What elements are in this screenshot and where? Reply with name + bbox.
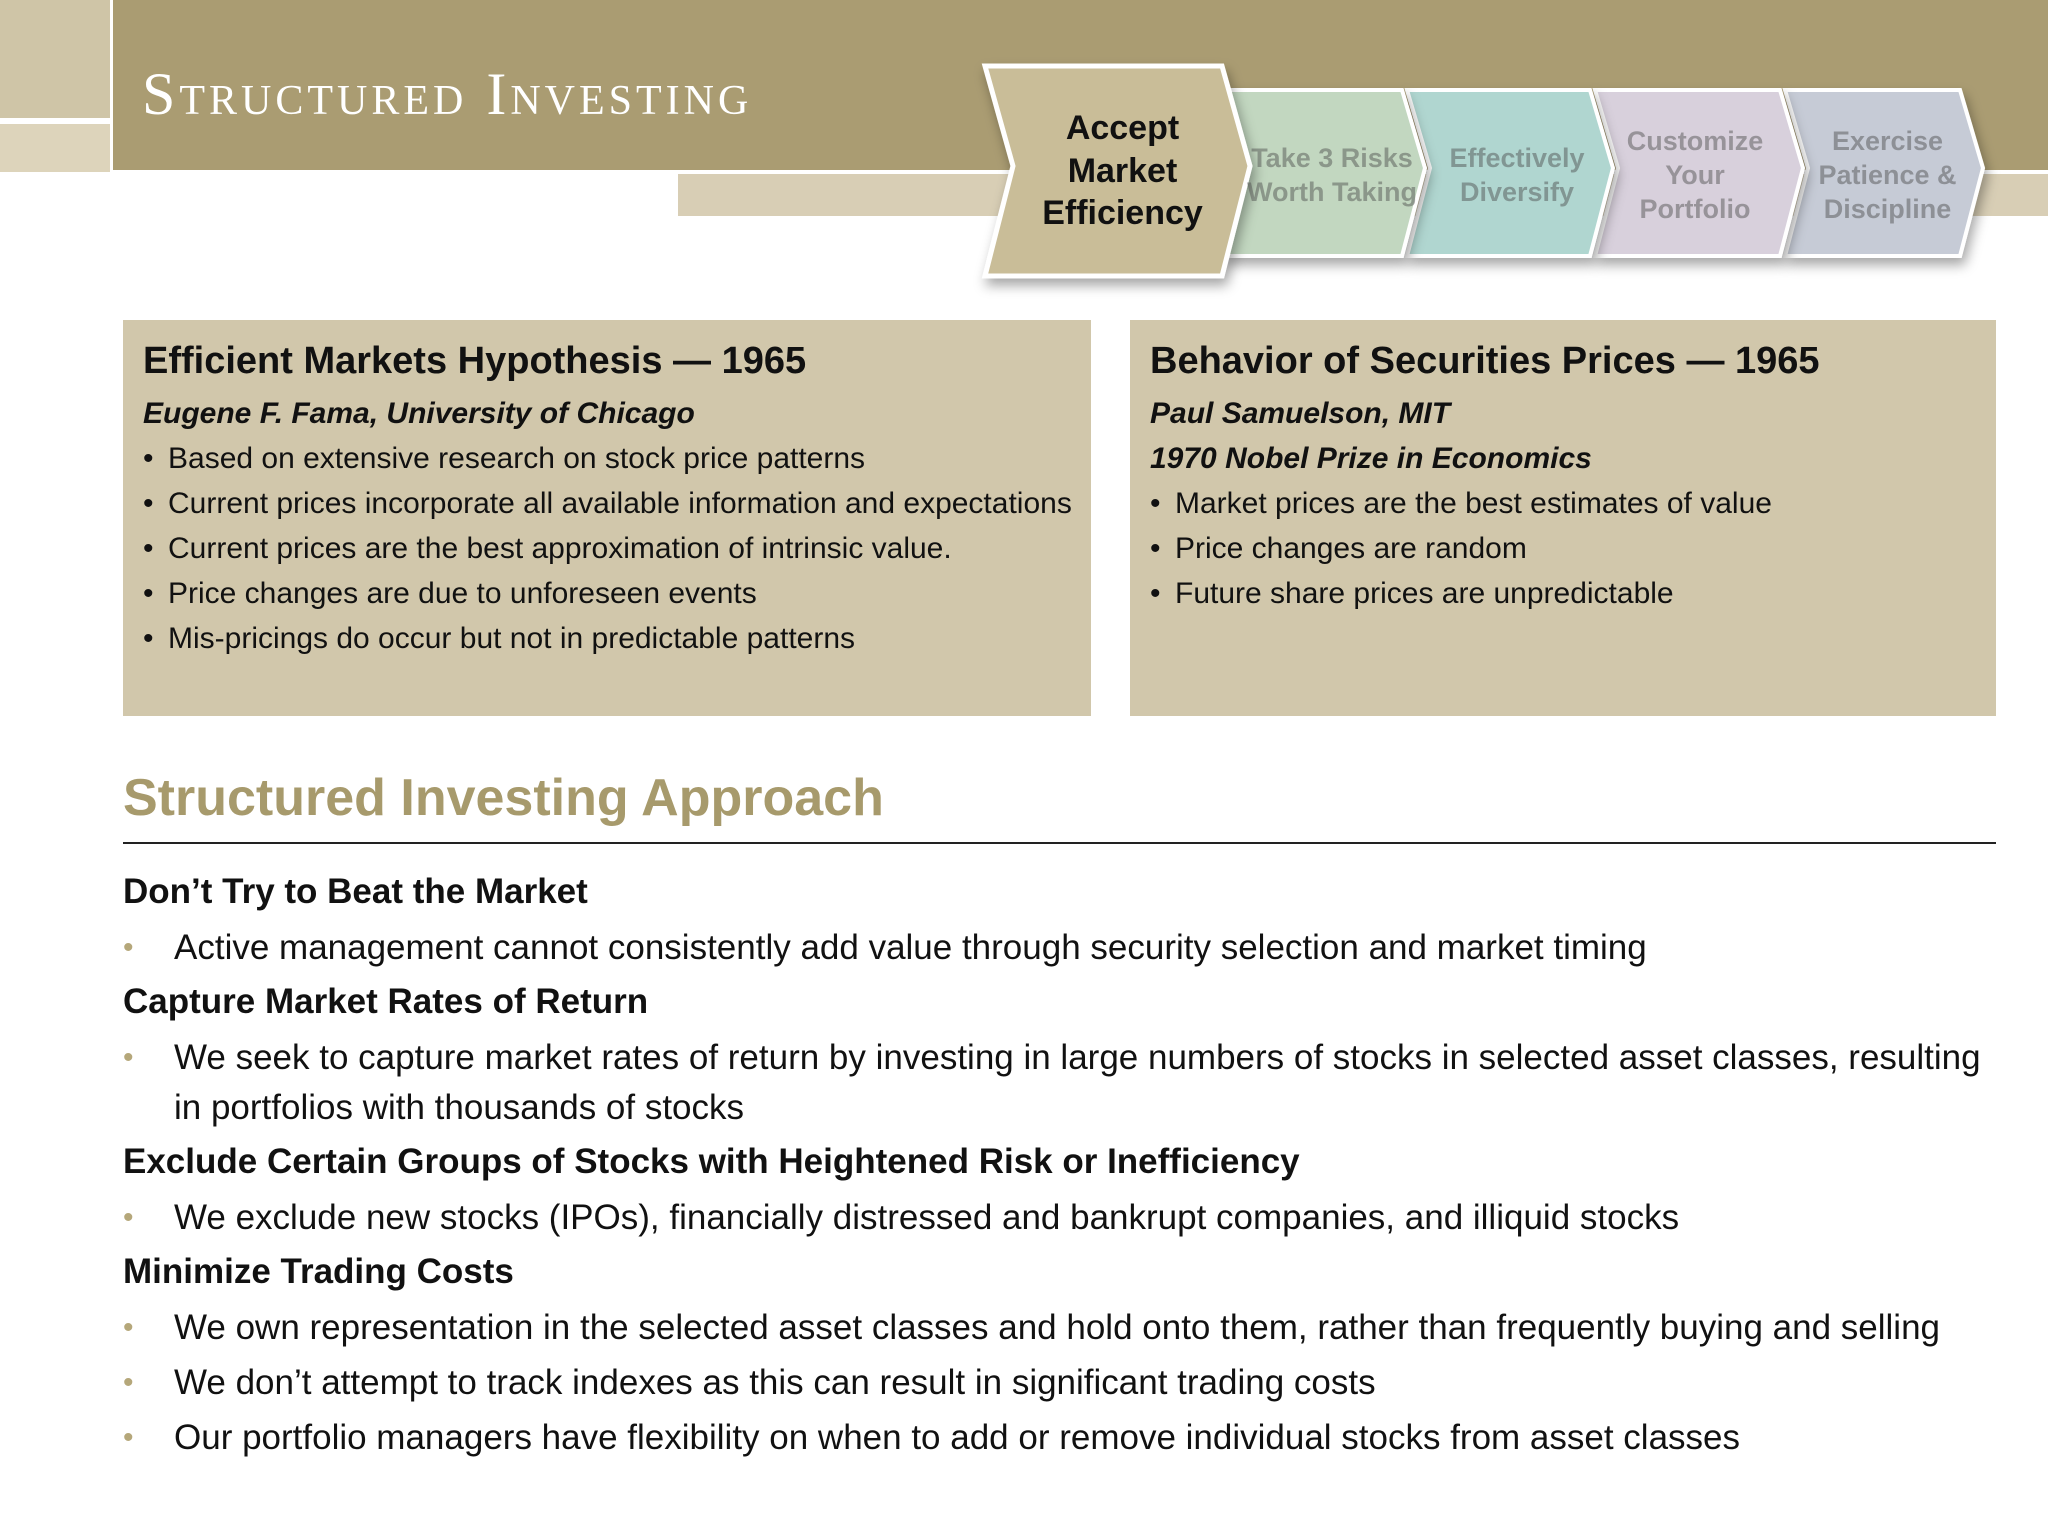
approach-item: • Our portfolio managers have flexibility on when to add or remove individual stocks from asset classes (123, 1418, 1741, 1457)
step-2-label: Take 3 Risks Worth Taking (1247, 143, 1417, 207)
list-item: • Price changes are due to unforeseen events (143, 577, 757, 610)
approach-item: • We exclude new stocks (IPOs), financially distressed and bankrupt companies, and illiquid stocks (123, 1198, 1680, 1237)
approach-item: • Active management cannot consistently add value through security selection and market timing (123, 928, 1647, 967)
page-title: Structured Investing (142, 61, 753, 127)
approach-heading: Minimize Trading Costs (123, 1252, 514, 1291)
approach-heading: Exclude Certain Groups of Stocks with Heightened Risk or Inefficiency (123, 1142, 1300, 1181)
step-5-label: Exercise Patience & Discipline (1818, 126, 1957, 224)
section-title: Structured Investing Approach (123, 769, 884, 827)
box-bullet-list (143, 436, 1071, 661)
approach-list (123, 868, 1996, 1468)
list-item: • Market prices are the best estimates of value (1150, 487, 1772, 520)
approach-heading: Don’t Try to Beat the Market (123, 872, 588, 911)
efficient-markets-box (123, 320, 1091, 716)
box-title: Efficient Markets Hypothesis — 1965 (143, 340, 807, 382)
list-item: • Price changes are random (1150, 532, 1527, 565)
box-award: 1970 Nobel Prize in Economics (1150, 442, 1592, 475)
list-item: • Future share prices are unpredictable (1150, 577, 1674, 610)
approach-item: • We seek to capture market rates of return by investing in large numbers of stocks in selected asset classes, resulting in portfolios with thousands of stocks (123, 1038, 1981, 1127)
step-3-label: Effectively Diversify (1449, 143, 1585, 207)
list-item: • Mis-pricings do occur but not in predictable patterns (143, 622, 856, 655)
approach-item: • We own representation in the selected asset classes and hold onto them, rather than frequently buying and selling (123, 1308, 1940, 1347)
list-item: • Based on extensive research on stock price patterns (143, 442, 866, 475)
step-1-label: Accept Market Efficiency (1042, 109, 1203, 233)
box-bullet-list (1150, 481, 1976, 616)
box-author: Eugene F. Fama, University of Chicago (143, 397, 695, 430)
box-author: Paul Samuelson, MIT (1150, 397, 1451, 430)
section-divider (123, 842, 1996, 844)
approach-heading: Capture Market Rates of Return (123, 982, 649, 1021)
securities-prices-box (1130, 320, 1996, 716)
box-title: Behavior of Securities Prices — 1965 (1150, 340, 1820, 382)
approach-item: • We don’t attempt to track indexes as this can result in significant trading costs (123, 1363, 1376, 1402)
step-4-label: Customize Your Portfolio (1626, 126, 1764, 224)
list-item: • Current prices incorporate all available information and expectations (143, 487, 1072, 520)
list-item: • Current prices are the best approximation of intrinsic value. (143, 532, 952, 565)
